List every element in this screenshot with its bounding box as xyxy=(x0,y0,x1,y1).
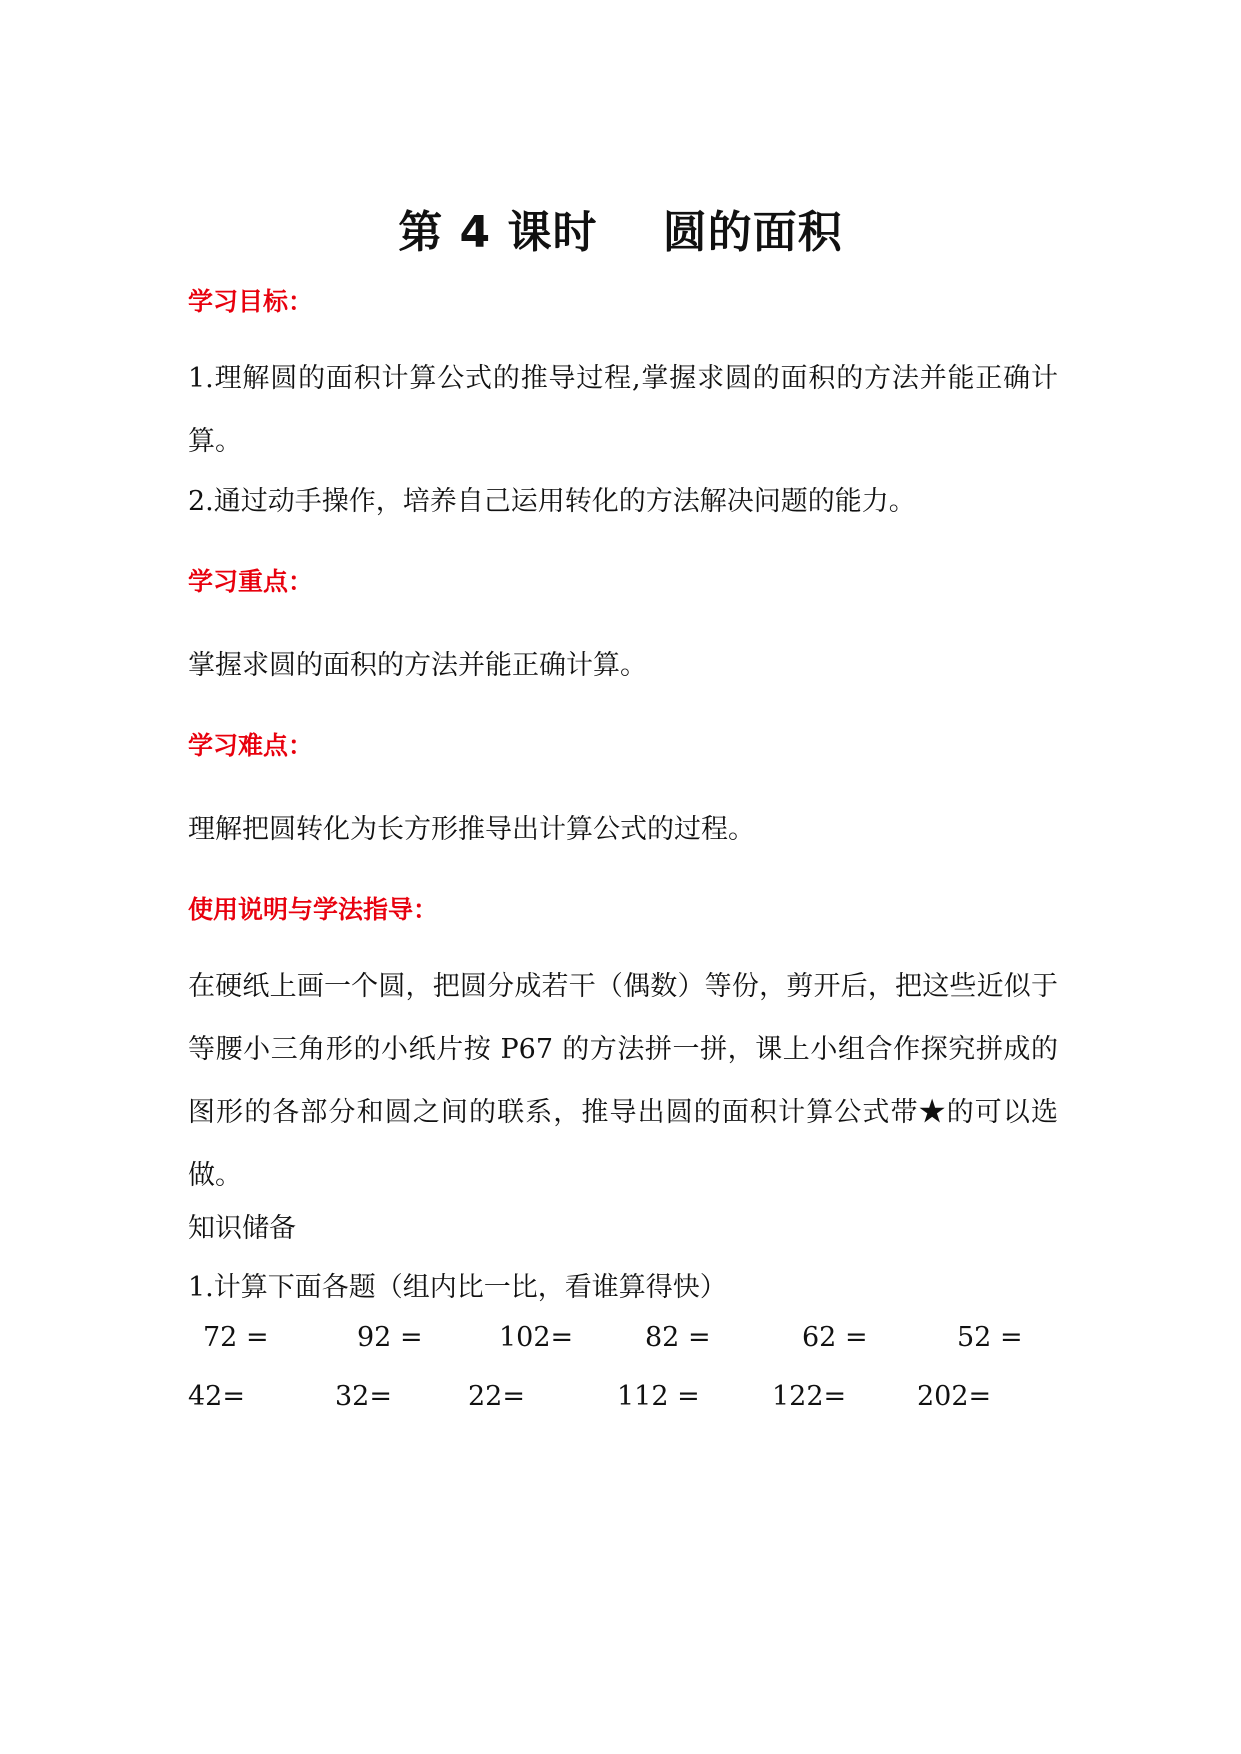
exercise-item: 102= xyxy=(499,1322,574,1353)
exercise-item: 82 = xyxy=(645,1322,711,1353)
exercise-item: 122= xyxy=(772,1381,847,1412)
difficulties-heading: 学习难点： xyxy=(188,731,314,760)
exercise-item: 92 = xyxy=(357,1322,423,1353)
exercise-item: 32= xyxy=(335,1381,392,1412)
key-points-heading: 学习重点： xyxy=(188,567,314,596)
exercise-title: 1.计算下面各题（组内比一比，看谁算得快） xyxy=(188,1272,727,1303)
objectives-heading: 学习目标： xyxy=(188,287,314,316)
difficulties-text: 理解把圆转化为长方形推导出计算公式的过程。 xyxy=(188,814,755,845)
exercise-item: 62 = xyxy=(802,1322,868,1353)
exercise-item: 72 = xyxy=(203,1322,269,1353)
exercise-item: 22= xyxy=(468,1381,525,1412)
exercise-item: 52 = xyxy=(957,1322,1023,1353)
guidance-text: 在硬纸上画一个圆，把圆分成若干（偶数）等份，剪开后，把这些近似于等腰小三角形的小纸片按 P67 的方法拼一拼，课上小组合作探究拼成的图形的各部分和圆之间的联系，推导出圆的面积计算公式带★的可以选做。 xyxy=(188,971,1058,1191)
page-title: 第 4 课时 圆的面积 xyxy=(398,207,843,258)
key-points-text: 掌握求圆的面积的方法并能正确计算。 xyxy=(188,650,647,681)
knowledge-heading: 知识储备 xyxy=(188,1213,296,1244)
exercise-item: 112 = xyxy=(617,1381,700,1412)
objective-item-2: 2.通过动手操作，培养自己运用转化的方法解决问题的能力。 xyxy=(188,486,916,517)
objective-item-1: 1.理解圆的面积计算公式的推导过程,掌握求圆的面积的方法并能正确计算。 xyxy=(188,363,1058,457)
exercise-item: 42= xyxy=(188,1381,245,1412)
exercise-item: 202= xyxy=(917,1381,992,1412)
guidance-heading: 使用说明与学法指导： xyxy=(188,895,439,924)
